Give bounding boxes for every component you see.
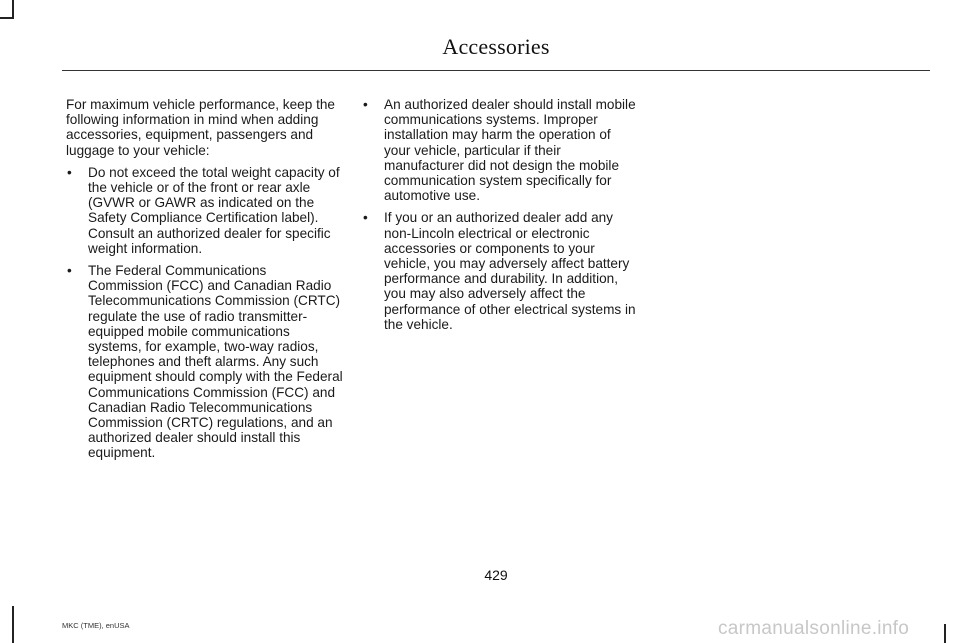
- bullet-icon: •: [363, 97, 368, 112]
- list-item-text: If you or an authorized dealer add any non-Lincoln electrical or electronic accessories or components to your vehicle, you may adversely affect battery performance and durability. In addition, you may also adversely affect the performance of other electrical systems in the vehicle.: [384, 210, 636, 332]
- right-column: [362, 97, 638, 339]
- bullet-icon: •: [363, 210, 368, 226]
- crop-mark-top-left-vertical: [12, 0, 14, 18]
- bullet-icon: •: [67, 263, 72, 279]
- list-item-text: An authorized dealer should install mobile communications systems. Improper installation may harm the operation of your vehicle, particular if their manufacturer did not design the mobile communication system specifically for automotive use.: [384, 97, 636, 204]
- left-bullet-list: [66, 165, 344, 461]
- right-bullet-list: [362, 97, 638, 332]
- crop-mark-top-left-horizontal: [0, 17, 14, 19]
- watermark: carmanualsonline.info: [718, 618, 910, 639]
- list-item-text: Do not exceed the total weight capacity of the vehicle or of the front or rear axle (GVWR or GAWR as indicated on the Safety Compliance Certification label). Consult an authorized dealer for specific weight information.: [88, 164, 340, 256]
- crop-mark-bottom-right-vertical: [944, 624, 946, 643]
- list-item: [66, 165, 344, 256]
- page-number: 429: [484, 567, 508, 583]
- intro-paragraph: For maximum vehicle performance, keep the following information in mind when adding accessories, equipment, passengers and luggage to your vehicle:: [66, 97, 335, 158]
- page-title: Accessories: [442, 34, 550, 59]
- document-code: MKC (TME), enUSA: [62, 621, 130, 630]
- list-item: [362, 97, 638, 203]
- left-column: [66, 97, 344, 468]
- crop-mark-bottom-left-vertical: [12, 606, 14, 643]
- bullet-icon: •: [67, 164, 72, 180]
- list-item: [66, 263, 344, 461]
- list-item: [362, 210, 638, 332]
- header-rule: [62, 70, 930, 71]
- list-item-text: The Federal Communications Commission (FCC) and Canadian Radio Telecommunications Commission (CRTC) regulate the use of radio transmitter-equipped mobile communications systems, for example, two-way radios, telephones and theft alarms. Any such equipment should comply with the Federal Communications Commission (FCC) and Canadian Radio Telecommunications Commission (CRTC) regulations, and an authorized dealer should install this equipment.: [88, 263, 343, 461]
